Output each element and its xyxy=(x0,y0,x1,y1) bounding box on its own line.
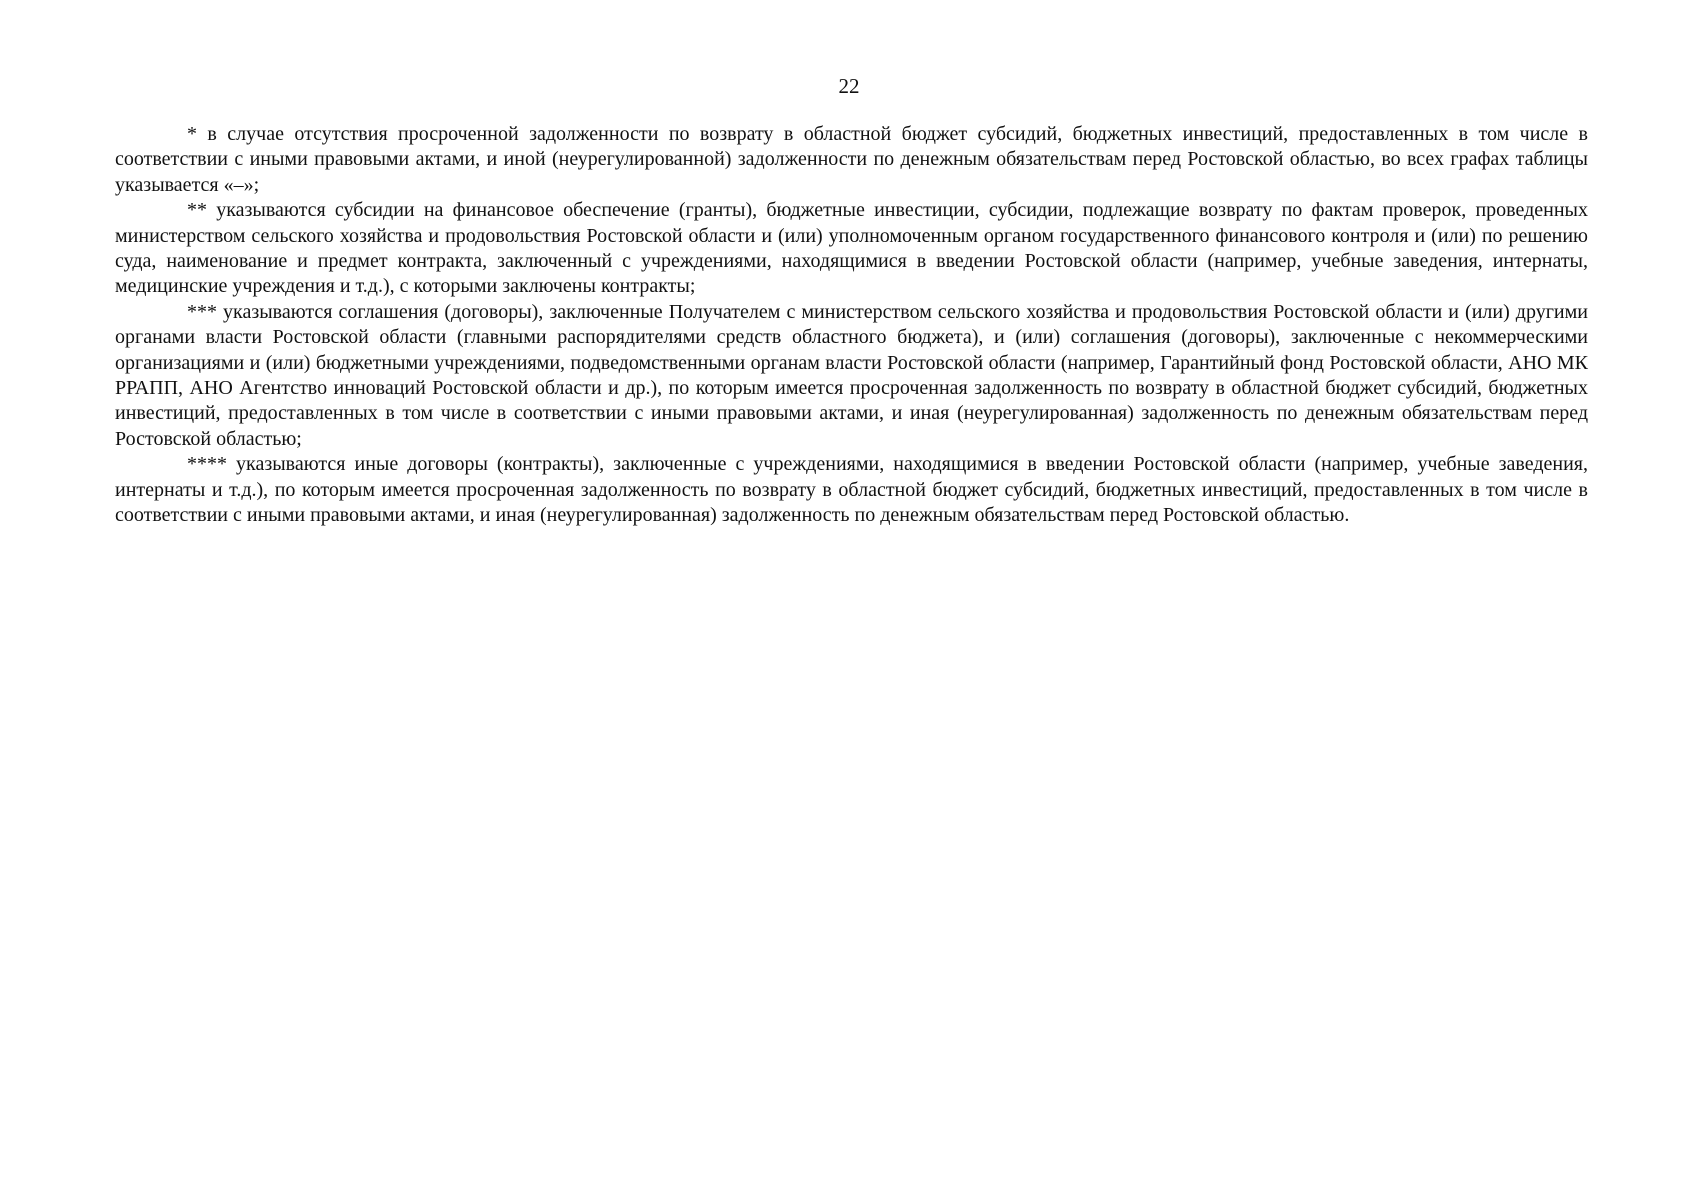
footnotes-block xyxy=(115,122,1588,529)
footnote-1: * в случае отсутствия просроченной задолженности по возврату в областной бюджет субсидий, бюджетных инвестиций, предоставленных в том числе в соответствии с иными правовыми актами, и иной (неурегулированной) задолженности по денежным обязательствам перед Ростовской областью, во всех графах таблицы указывается «–»; xyxy=(115,123,1588,196)
footnote-2: ** указываются субсидии на финансовое обеспечение (гранты), бюджетные инвестиции, субсидии, подлежащие возврату по фактам проверок, проведенных министерством сельского хозяйства и продовольствия Ростовской области и (или) уполномоченным органом государственного финансового контроля и (или) по решению суда, наименование и предмет контракта, заключенный с учреждениями, находящимися в введении Ростовской области (например, учебные заведения, интернаты, медицинские учреждения и т.д.), с которыми заключены контракты; xyxy=(115,199,1588,298)
footnote-4: **** указываются иные договоры (контракты), заключенные с учреждениями, находящимися в введении Ростовской области (например, учебные заведения, интернаты и т.д.), по которым имеется просроченная задолженность по возврату в областной бюджет субсидий, бюджетных инвестиций, предоставленных в том числе в соответствии с иными правовыми актами, и иная (неурегулированная) задолженность по денежным обязательствам перед Ростовской областью. xyxy=(115,453,1588,527)
page-number: 22 xyxy=(838,74,860,98)
footnote-3: *** указываются соглашения (договоры), заключенные Получателем с министерством сельского хозяйства и продовольствия Ростовской области и (или) другими органами власти Ростовской области (главными распорядителями средств областного бюджета), и (или) соглашения (договоры), заключенные с некоммерческими организациями и (или) бюджетными учреждениями, подведомственными органам власти Ростовской области (например, Гарантийный фонд Ростовской области, АНО МК РРАПП, АНО Агентство инноваций Ростовской области и др.), по которым имеется просроченная задолженность по возврату в областной бюджет субсидий, бюджетных инвестиций, предоставленных в том числе в соответствии с иными правовыми актами, и иная (неурегулированная) задолженность по денежным обязательствам перед Ростовской областью; xyxy=(115,300,1588,450)
